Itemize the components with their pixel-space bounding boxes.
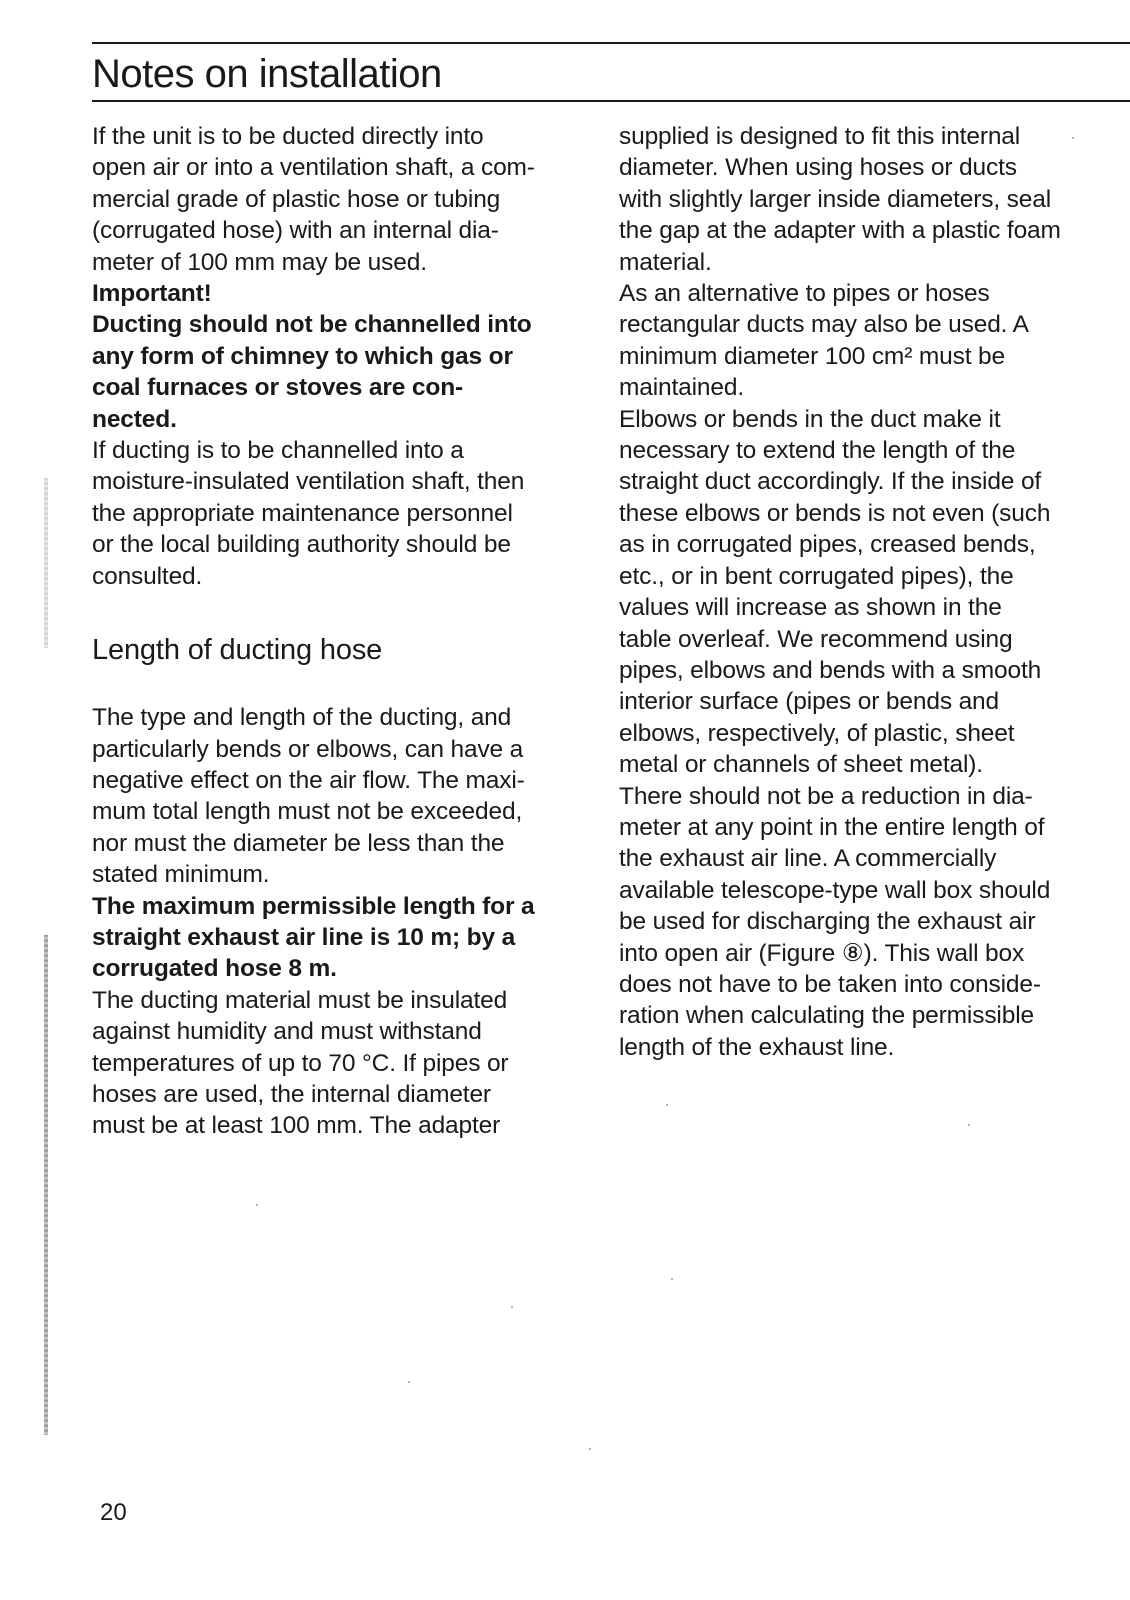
header-top-rule bbox=[92, 42, 1130, 44]
rectangular-ducts-paragraph: As an alternative to pipes or hoses rectangular ducts may also be used. A minimum diameter 100 cm² must be maintained. bbox=[619, 280, 1029, 402]
scan-edge-artifact bbox=[44, 935, 48, 1435]
section-heading: Length of ducting hose bbox=[92, 634, 383, 667]
elbows-paragraph: Elbows or bends in the duct make it necessary to extend the length of the straight duct accordingly. If the inside of these elbows or bends is not even (such as in corrugated pipes, creased bends, etc., or in bent corrugated pipes), the values will increase as shown in the table overleaf. We recommend using pipes, elbows and bends with a smooth interior surface (pipes or bends and elbows, respectively, of plastic, sheet metal or channels of sheet metal). bbox=[619, 405, 1051, 779]
chimney-warning: Ducting should not be channelled into any form of chimney to which gas or coal furnaces or stoves are con- nected. bbox=[92, 311, 532, 433]
airflow-paragraph: The type and length of the ducting, and particularly bends or elbows, can have a negative effect on the air flow. The maxi- mum total length must not be exceeded, nor must the diameter be less than the stated minimum. bbox=[92, 704, 525, 889]
left-column bbox=[92, 121, 602, 1142]
important-label: Important! bbox=[92, 280, 212, 308]
header-bottom-rule bbox=[92, 100, 1130, 102]
scan-speck bbox=[968, 1124, 970, 1126]
scan-speck bbox=[408, 1381, 410, 1383]
ventilation-shaft-paragraph: If ducting is to be channelled into a moisture-insulated ventilation shaft, then the appropriate maintenance personnel or the local building authority should be consulted. bbox=[92, 437, 525, 590]
scan-speck bbox=[671, 1278, 673, 1280]
max-length-note: The maximum permissible length for a straight exhaust air line is 10 m; by a corrugated hose 8 m. bbox=[92, 892, 535, 983]
page-title: Notes on installation bbox=[92, 52, 442, 96]
scan-speck bbox=[589, 1448, 591, 1450]
wall-box-paragraph: There should not be a reduction in dia- meter at any point in the entire length of the exhaust air line. A commercially available telescope-type wall box should be used for discharging the exhaust air into open air (Figure ⑧). This wall box does not have to be taken into conside- ration when calculating the permissible length of the exhaust line. bbox=[619, 782, 1051, 1061]
scan-speck bbox=[256, 1204, 258, 1206]
right-column bbox=[619, 121, 1119, 1063]
ducting-material-paragraph: The ducting material must be insulated against humidity and must withstand temperatures of up to 70 °C. If pipes or hoses are used, the internal diameter must be at least 100 mm. The adapter bbox=[92, 986, 509, 1140]
scan-speck bbox=[1072, 137, 1074, 139]
scan-speck bbox=[666, 1104, 668, 1106]
intro-paragraph: If the unit is to be ducted directly into open air or into a ventilation shaft, a com- mercial grade of plastic hose or tubing (corrugated hose) with an internal dia- meter of 100 mm may be used. bbox=[92, 123, 535, 276]
adapter-paragraph: supplied is designed to fit this internal diameter. When using hoses or ducts with slightly larger inside diameters, seal the gap at the adapter with a plastic foam material. bbox=[619, 123, 1061, 276]
page-number: 20 bbox=[100, 1499, 127, 1526]
scan-speck bbox=[511, 1306, 513, 1308]
scan-edge-artifact bbox=[44, 478, 48, 648]
